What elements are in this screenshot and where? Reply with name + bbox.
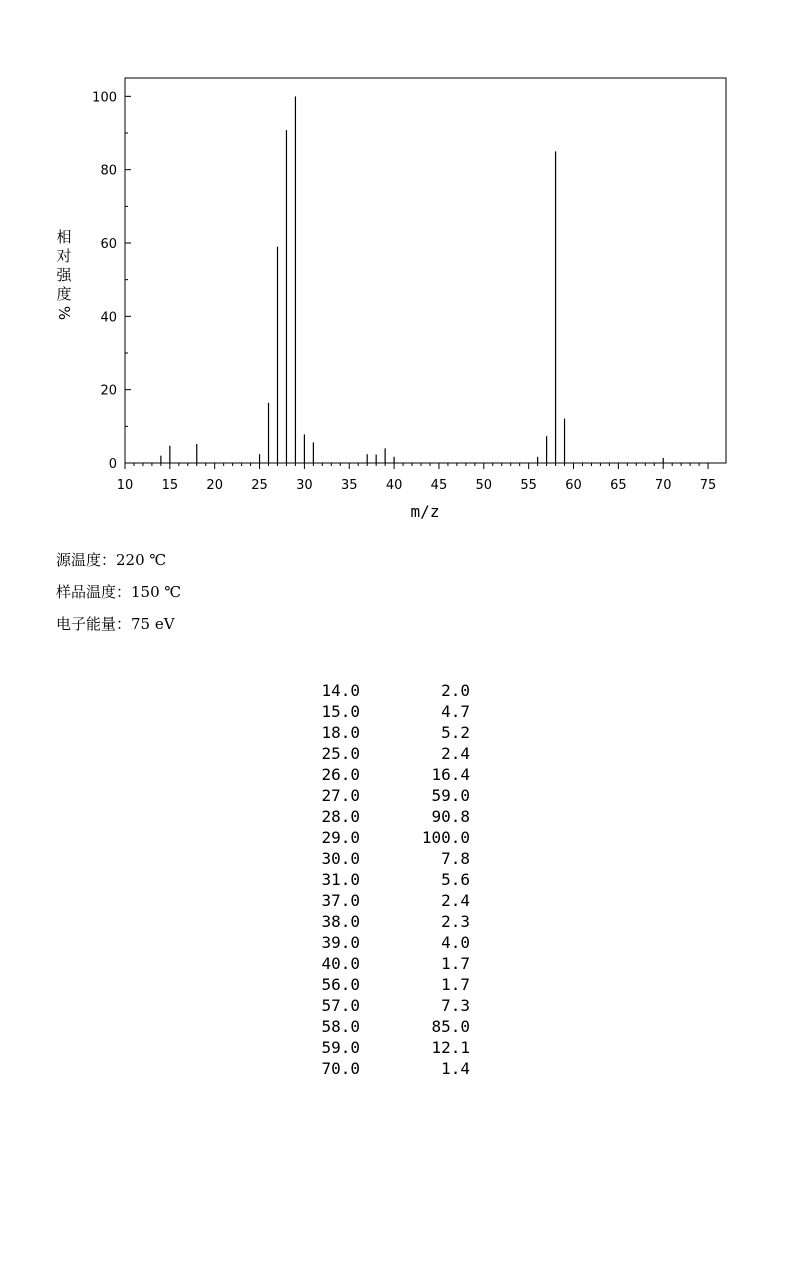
table-row [300, 932, 470, 953]
mz-cell: 38.0 [321, 912, 360, 931]
x-tick-label: 60 [565, 478, 582, 493]
intensity-cell: 2.3 [441, 912, 470, 931]
intensity-cell: 7.8 [441, 849, 470, 868]
x-tick-label: 15 [161, 478, 179, 493]
y-axis-title-char: % [55, 305, 73, 321]
mz-cell: 56.0 [321, 975, 360, 994]
y-axis-title-char: 对 [56, 247, 72, 265]
x-tick-label: 55 [520, 478, 537, 493]
mz-cell: 70.0 [321, 1059, 360, 1078]
y-tick-label: 40 [100, 310, 117, 326]
x-tick-label: 30 [296, 478, 313, 493]
table-row [300, 1016, 470, 1037]
mz-cell: 30.0 [321, 849, 360, 868]
table-row [300, 785, 470, 806]
mz-cell: 29.0 [321, 828, 360, 847]
x-tick-label: 50 [475, 478, 493, 493]
mz-cell: 25.0 [321, 744, 360, 763]
mz-cell: 14.0 [321, 681, 360, 700]
intensity-cell: 12.1 [431, 1038, 470, 1057]
electron-energy: 电子能量：75 eV [56, 615, 175, 633]
mz-cell: 28.0 [321, 807, 360, 826]
table-row [300, 764, 470, 785]
intensity-cell: 4.0 [441, 933, 470, 952]
x-tick-label: 65 [610, 478, 627, 493]
intensity-cell: 7.3 [441, 996, 470, 1015]
y-tick-label: 20 [100, 383, 117, 399]
intensity-cell: 1.4 [441, 1059, 470, 1078]
table-row [300, 974, 470, 995]
table-row [300, 995, 470, 1016]
intensity-cell: 85.0 [431, 1017, 470, 1036]
x-axis [117, 463, 717, 493]
instrument-conditions [56, 548, 181, 644]
mz-cell: 57.0 [321, 996, 360, 1015]
table-row [300, 953, 470, 974]
x-tick-label: 20 [206, 478, 223, 493]
table-row [300, 1058, 470, 1079]
table-row [300, 680, 470, 701]
x-tick-label: 25 [251, 478, 268, 493]
intensity-cell: 1.7 [441, 954, 470, 973]
sample-temperature: 样品温度：150 ℃ [56, 583, 182, 601]
table-row [300, 722, 470, 743]
intensity-cell: 2.4 [441, 891, 470, 910]
mz-cell: 15.0 [321, 702, 360, 721]
table-row [300, 1037, 470, 1058]
mz-cell: 18.0 [321, 723, 360, 742]
y-axis-title-char: 相 [56, 228, 72, 246]
x-tick-label: 10 [116, 478, 134, 493]
intensity-cell: 2.0 [441, 681, 470, 700]
intensity-cell: 16.4 [431, 765, 470, 784]
x-tick-label: 40 [385, 478, 403, 493]
intensity-cell: 90.8 [431, 807, 470, 826]
intensity-cell: 100.0 [421, 828, 470, 847]
y-axis-title [55, 228, 73, 320]
mz-cell: 26.0 [321, 765, 360, 784]
x-tick-label: 75 [699, 478, 717, 493]
x-tick-label: 35 [340, 478, 358, 493]
y-tick-label: 60 [100, 237, 117, 252]
y-axis-title-char: 强 [56, 266, 72, 284]
table-row [300, 827, 470, 848]
y-axis-title-char: 度 [56, 285, 72, 303]
table-row [300, 806, 470, 827]
y-tick-label: 100 [92, 90, 117, 106]
mz-cell: 40.0 [321, 954, 360, 973]
intensity-cell: 1.7 [441, 975, 470, 994]
table-row [300, 848, 470, 869]
y-tick-label: 0 [108, 457, 117, 472]
x-axis-title: m/z [410, 502, 440, 521]
source-temperature: 源温度：220 ℃ [56, 551, 167, 569]
x-tick-label: 45 [430, 478, 448, 493]
table-row [300, 911, 470, 932]
intensity-cell: 5.6 [441, 870, 470, 889]
mass-spectrum-chart [0, 0, 794, 530]
intensity-cell: 59.0 [431, 786, 470, 805]
intensity-cell: 5.2 [441, 723, 470, 742]
peak-table [300, 680, 470, 1079]
intensity-cell: 4.7 [441, 702, 470, 721]
table-row [300, 743, 470, 764]
table-row [300, 869, 470, 890]
mz-cell: 39.0 [321, 933, 360, 952]
y-tick-label: 80 [100, 163, 117, 179]
mz-cell: 27.0 [321, 786, 360, 805]
table-row [300, 701, 470, 722]
mz-cell: 31.0 [321, 870, 360, 889]
peak-series [161, 96, 663, 463]
plot-frame [125, 78, 726, 463]
mz-cell: 59.0 [321, 1038, 360, 1057]
mz-cell: 37.0 [321, 891, 360, 910]
intensity-cell: 2.4 [441, 744, 470, 763]
mz-cell: 58.0 [321, 1017, 360, 1036]
table-row [300, 890, 470, 911]
x-tick-label: 70 [654, 478, 672, 493]
